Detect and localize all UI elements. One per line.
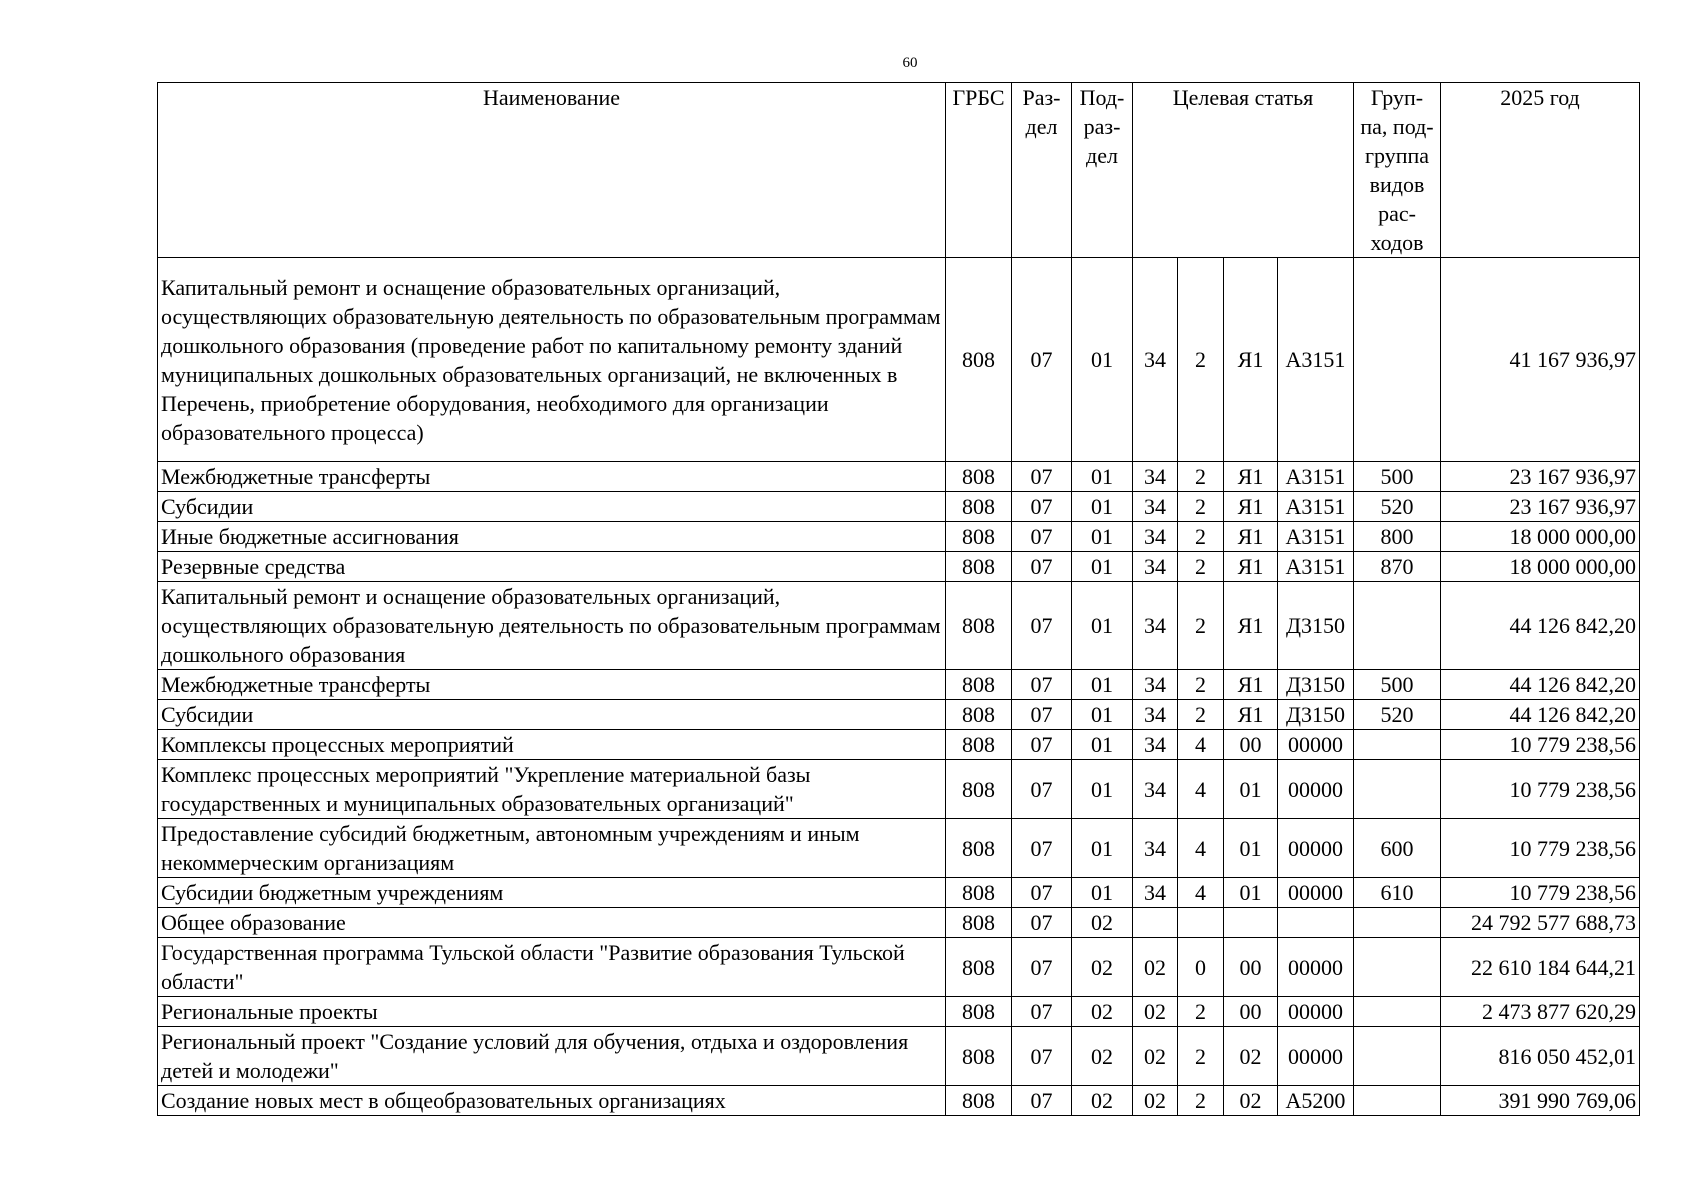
row-target-4: 00000: [1278, 878, 1354, 908]
row-target-2: 2: [1178, 670, 1224, 700]
header-section: Раз- дел: [1012, 83, 1072, 258]
row-name: Межбюджетные трансферты: [158, 670, 946, 700]
row-target-2: [1178, 908, 1224, 938]
row-amount: 391 990 769,06: [1441, 1086, 1640, 1116]
row-name: Комплекс процессных мероприятий "Укрепление материальной базы государственных и муниципальных образовательных организаций": [158, 760, 946, 819]
row-target-1: 34: [1133, 522, 1178, 552]
row-section: 07: [1012, 582, 1072, 670]
row-target-2: 2: [1178, 997, 1224, 1027]
budget-table: [157, 82, 1640, 1116]
row-grbs: 808: [946, 819, 1012, 878]
row-target-1: 34: [1133, 462, 1178, 492]
table-row: [158, 700, 1640, 730]
row-target-3: Я1: [1224, 552, 1278, 582]
row-grbs: 808: [946, 582, 1012, 670]
table-body: [158, 258, 1640, 1116]
row-target-4: А5200: [1278, 1086, 1354, 1116]
row-target-1: 34: [1133, 582, 1178, 670]
row-target-4: А3151: [1278, 492, 1354, 522]
row-subsection: 01: [1072, 760, 1133, 819]
table-row: [158, 582, 1640, 670]
row-target-3: 01: [1224, 760, 1278, 819]
row-target-4: 00000: [1278, 760, 1354, 819]
row-target-2: 2: [1178, 552, 1224, 582]
row-amount: 23 167 936,97: [1441, 492, 1640, 522]
row-target-2: 2: [1178, 700, 1224, 730]
header-subsection: Под- раз- дел: [1072, 83, 1133, 258]
row-target-1: 34: [1133, 258, 1178, 462]
row-name: Субсидии: [158, 492, 946, 522]
row-grbs: 808: [946, 258, 1012, 462]
row-grbs: 808: [946, 997, 1012, 1027]
table-row: [158, 522, 1640, 552]
table-row: [158, 670, 1640, 700]
table-row: [158, 730, 1640, 760]
row-subsection: 01: [1072, 258, 1133, 462]
row-name: Региональные проекты: [158, 997, 946, 1027]
row-grbs: 808: [946, 730, 1012, 760]
row-amount: 10 779 238,56: [1441, 819, 1640, 878]
row-target-4: Д3150: [1278, 700, 1354, 730]
row-name: Создание новых мест в общеобразовательных организациях: [158, 1086, 946, 1116]
row-target-1: 02: [1133, 1086, 1178, 1116]
row-target-4: 00000: [1278, 997, 1354, 1027]
row-subsection: 01: [1072, 878, 1133, 908]
row-target-1: 02: [1133, 1027, 1178, 1086]
row-expense-group: 800: [1354, 522, 1441, 552]
row-expense-group: [1354, 582, 1441, 670]
table-row: [158, 997, 1640, 1027]
row-amount: 44 126 842,20: [1441, 700, 1640, 730]
row-expense-group: 500: [1354, 670, 1441, 700]
row-target-3: Я1: [1224, 258, 1278, 462]
row-expense-group: 600: [1354, 819, 1441, 878]
row-target-3: Я1: [1224, 522, 1278, 552]
row-expense-group: [1354, 1086, 1441, 1116]
row-grbs: 808: [946, 878, 1012, 908]
row-subsection: 01: [1072, 670, 1133, 700]
row-subsection: 01: [1072, 552, 1133, 582]
row-target-3: Я1: [1224, 700, 1278, 730]
row-target-3: 02: [1224, 1027, 1278, 1086]
row-amount: 41 167 936,97: [1441, 258, 1640, 462]
row-expense-group: 500: [1354, 462, 1441, 492]
header-grbs: ГРБС: [946, 83, 1012, 258]
row-target-2: 4: [1178, 760, 1224, 819]
row-name: Субсидии: [158, 700, 946, 730]
row-name: Предоставление субсидий бюджетным, автономным учреждениям и иным некоммерческим организациям: [158, 819, 946, 878]
row-target-3: Я1: [1224, 462, 1278, 492]
row-expense-group: 870: [1354, 552, 1441, 582]
row-expense-group: [1354, 258, 1441, 462]
row-target-3: Я1: [1224, 582, 1278, 670]
row-subsection: 01: [1072, 700, 1133, 730]
row-target-2: 4: [1178, 730, 1224, 760]
table-header-row: [158, 83, 1640, 258]
row-subsection: 02: [1072, 908, 1133, 938]
row-target-4: А3151: [1278, 462, 1354, 492]
row-section: 07: [1012, 700, 1072, 730]
row-expense-group: 520: [1354, 492, 1441, 522]
row-target-1: 02: [1133, 938, 1178, 997]
row-target-3: Я1: [1224, 492, 1278, 522]
row-subsection: 01: [1072, 462, 1133, 492]
table-row: [158, 819, 1640, 878]
row-expense-group: [1354, 938, 1441, 997]
row-expense-group: 520: [1354, 700, 1441, 730]
header-year: 2025 год: [1441, 83, 1640, 258]
row-section: 07: [1012, 908, 1072, 938]
row-name: Капитальный ремонт и оснащение образовательных организаций, осуществляющих образовательную деятельность по образовательным программам дошкольного образования: [158, 582, 946, 670]
row-target-1: 34: [1133, 878, 1178, 908]
row-name: Иные бюджетные ассигнования: [158, 522, 946, 552]
row-grbs: 808: [946, 938, 1012, 997]
table-row: [158, 1086, 1640, 1116]
row-section: 07: [1012, 462, 1072, 492]
row-target-4: Д3150: [1278, 670, 1354, 700]
row-expense-group: [1354, 760, 1441, 819]
row-target-3: 01: [1224, 819, 1278, 878]
row-subsection: 02: [1072, 938, 1133, 997]
row-section: 07: [1012, 522, 1072, 552]
row-target-2: 2: [1178, 258, 1224, 462]
row-section: 07: [1012, 552, 1072, 582]
table-row: [158, 878, 1640, 908]
row-target-4: 00000: [1278, 1027, 1354, 1086]
row-target-4: 00000: [1278, 819, 1354, 878]
row-target-1: 34: [1133, 760, 1178, 819]
row-section: 07: [1012, 492, 1072, 522]
row-grbs: 808: [946, 1086, 1012, 1116]
row-section: 07: [1012, 997, 1072, 1027]
row-subsection: 02: [1072, 1086, 1133, 1116]
row-subsection: 01: [1072, 582, 1133, 670]
row-target-3: Я1: [1224, 670, 1278, 700]
row-target-2: 4: [1178, 819, 1224, 878]
row-grbs: 808: [946, 552, 1012, 582]
row-name: Региональный проект "Создание условий для обучения, отдыха и оздоровления детей и молодежи": [158, 1027, 946, 1086]
page-number: 60: [902, 55, 918, 71]
row-name: Межбюджетные трансферты: [158, 462, 946, 492]
row-target-2: 2: [1178, 492, 1224, 522]
header-target: Целевая статья: [1133, 83, 1354, 258]
row-section: 07: [1012, 938, 1072, 997]
row-expense-group: 610: [1354, 878, 1441, 908]
row-target-3: [1224, 908, 1278, 938]
row-name: Резервные средства: [158, 552, 946, 582]
row-amount: 24 792 577 688,73: [1441, 908, 1640, 938]
row-target-4: А3151: [1278, 258, 1354, 462]
row-target-3: 00: [1224, 938, 1278, 997]
table-row: [158, 908, 1640, 938]
row-target-2: 2: [1178, 462, 1224, 492]
row-grbs: 808: [946, 760, 1012, 819]
row-expense-group: [1354, 908, 1441, 938]
row-amount: 816 050 452,01: [1441, 1027, 1640, 1086]
row-amount: 2 473 877 620,29: [1441, 997, 1640, 1027]
table-row: [158, 258, 1640, 462]
row-target-4: 00000: [1278, 938, 1354, 997]
row-target-2: 2: [1178, 1086, 1224, 1116]
row-target-4: [1278, 908, 1354, 938]
row-grbs: 808: [946, 492, 1012, 522]
row-section: 07: [1012, 670, 1072, 700]
row-target-1: 34: [1133, 730, 1178, 760]
row-target-3: 02: [1224, 1086, 1278, 1116]
header-name: Наименование: [158, 83, 946, 258]
row-section: 07: [1012, 1086, 1072, 1116]
row-amount: 18 000 000,00: [1441, 552, 1640, 582]
row-grbs: 808: [946, 700, 1012, 730]
row-target-1: 34: [1133, 670, 1178, 700]
row-name: Комплексы процессных мероприятий: [158, 730, 946, 760]
row-target-1: 34: [1133, 492, 1178, 522]
row-subsection: 02: [1072, 1027, 1133, 1086]
row-section: 07: [1012, 730, 1072, 760]
row-expense-group: [1354, 730, 1441, 760]
row-amount: 23 167 936,97: [1441, 462, 1640, 492]
row-subsection: 01: [1072, 492, 1133, 522]
row-grbs: 808: [946, 462, 1012, 492]
row-amount: 10 779 238,56: [1441, 878, 1640, 908]
row-target-4: А3151: [1278, 552, 1354, 582]
row-name: Субсидии бюджетным учреждениям: [158, 878, 946, 908]
row-target-1: 02: [1133, 997, 1178, 1027]
row-amount: 18 000 000,00: [1441, 522, 1640, 552]
row-target-2: 2: [1178, 522, 1224, 552]
row-target-3: 00: [1224, 730, 1278, 760]
row-subsection: 02: [1072, 997, 1133, 1027]
row-target-2: 2: [1178, 582, 1224, 670]
table-row: [158, 1027, 1640, 1086]
row-target-2: 0: [1178, 938, 1224, 997]
row-target-2: 2: [1178, 1027, 1224, 1086]
row-section: 07: [1012, 760, 1072, 819]
table-row: [158, 462, 1640, 492]
row-grbs: 808: [946, 670, 1012, 700]
row-subsection: 01: [1072, 730, 1133, 760]
table-row: [158, 552, 1640, 582]
row-target-4: А3151: [1278, 522, 1354, 552]
row-subsection: 01: [1072, 819, 1133, 878]
row-amount: 22 610 184 644,21: [1441, 938, 1640, 997]
table-row: [158, 492, 1640, 522]
row-section: 07: [1012, 258, 1072, 462]
row-name: Капитальный ремонт и оснащение образовательных организаций, осуществляющих образовательную деятельность по образовательным программам дошкольного образования (проведение работ по капитальному ремонту зданий муниципальных дошкольных образовательных организаций, не включенных в Перечень, приобретение оборудования, необходимого для организации образовательного процесса): [158, 258, 946, 462]
table-row: [158, 938, 1640, 997]
row-target-1: 34: [1133, 819, 1178, 878]
row-amount: 10 779 238,56: [1441, 730, 1640, 760]
table-row: [158, 760, 1640, 819]
row-target-1: 34: [1133, 552, 1178, 582]
row-target-3: 01: [1224, 878, 1278, 908]
row-amount: 44 126 842,20: [1441, 582, 1640, 670]
row-section: 07: [1012, 878, 1072, 908]
row-target-2: 4: [1178, 878, 1224, 908]
row-section: 07: [1012, 819, 1072, 878]
row-target-3: 00: [1224, 997, 1278, 1027]
row-expense-group: [1354, 997, 1441, 1027]
row-grbs: 808: [946, 1027, 1012, 1086]
row-section: 07: [1012, 1027, 1072, 1086]
row-name: Государственная программа Тульской области "Развитие образования Тульской области": [158, 938, 946, 997]
row-amount: 10 779 238,56: [1441, 760, 1640, 819]
row-target-4: Д3150: [1278, 582, 1354, 670]
row-grbs: 808: [946, 908, 1012, 938]
row-target-4: 00000: [1278, 730, 1354, 760]
row-target-1: [1133, 908, 1178, 938]
header-expense-group: Груп- па, под- группа видов рас- ходов: [1354, 83, 1441, 258]
row-amount: 44 126 842,20: [1441, 670, 1640, 700]
row-subsection: 01: [1072, 522, 1133, 552]
row-target-1: 34: [1133, 700, 1178, 730]
row-grbs: 808: [946, 522, 1012, 552]
row-name: Общее образование: [158, 908, 946, 938]
row-expense-group: [1354, 1027, 1441, 1086]
